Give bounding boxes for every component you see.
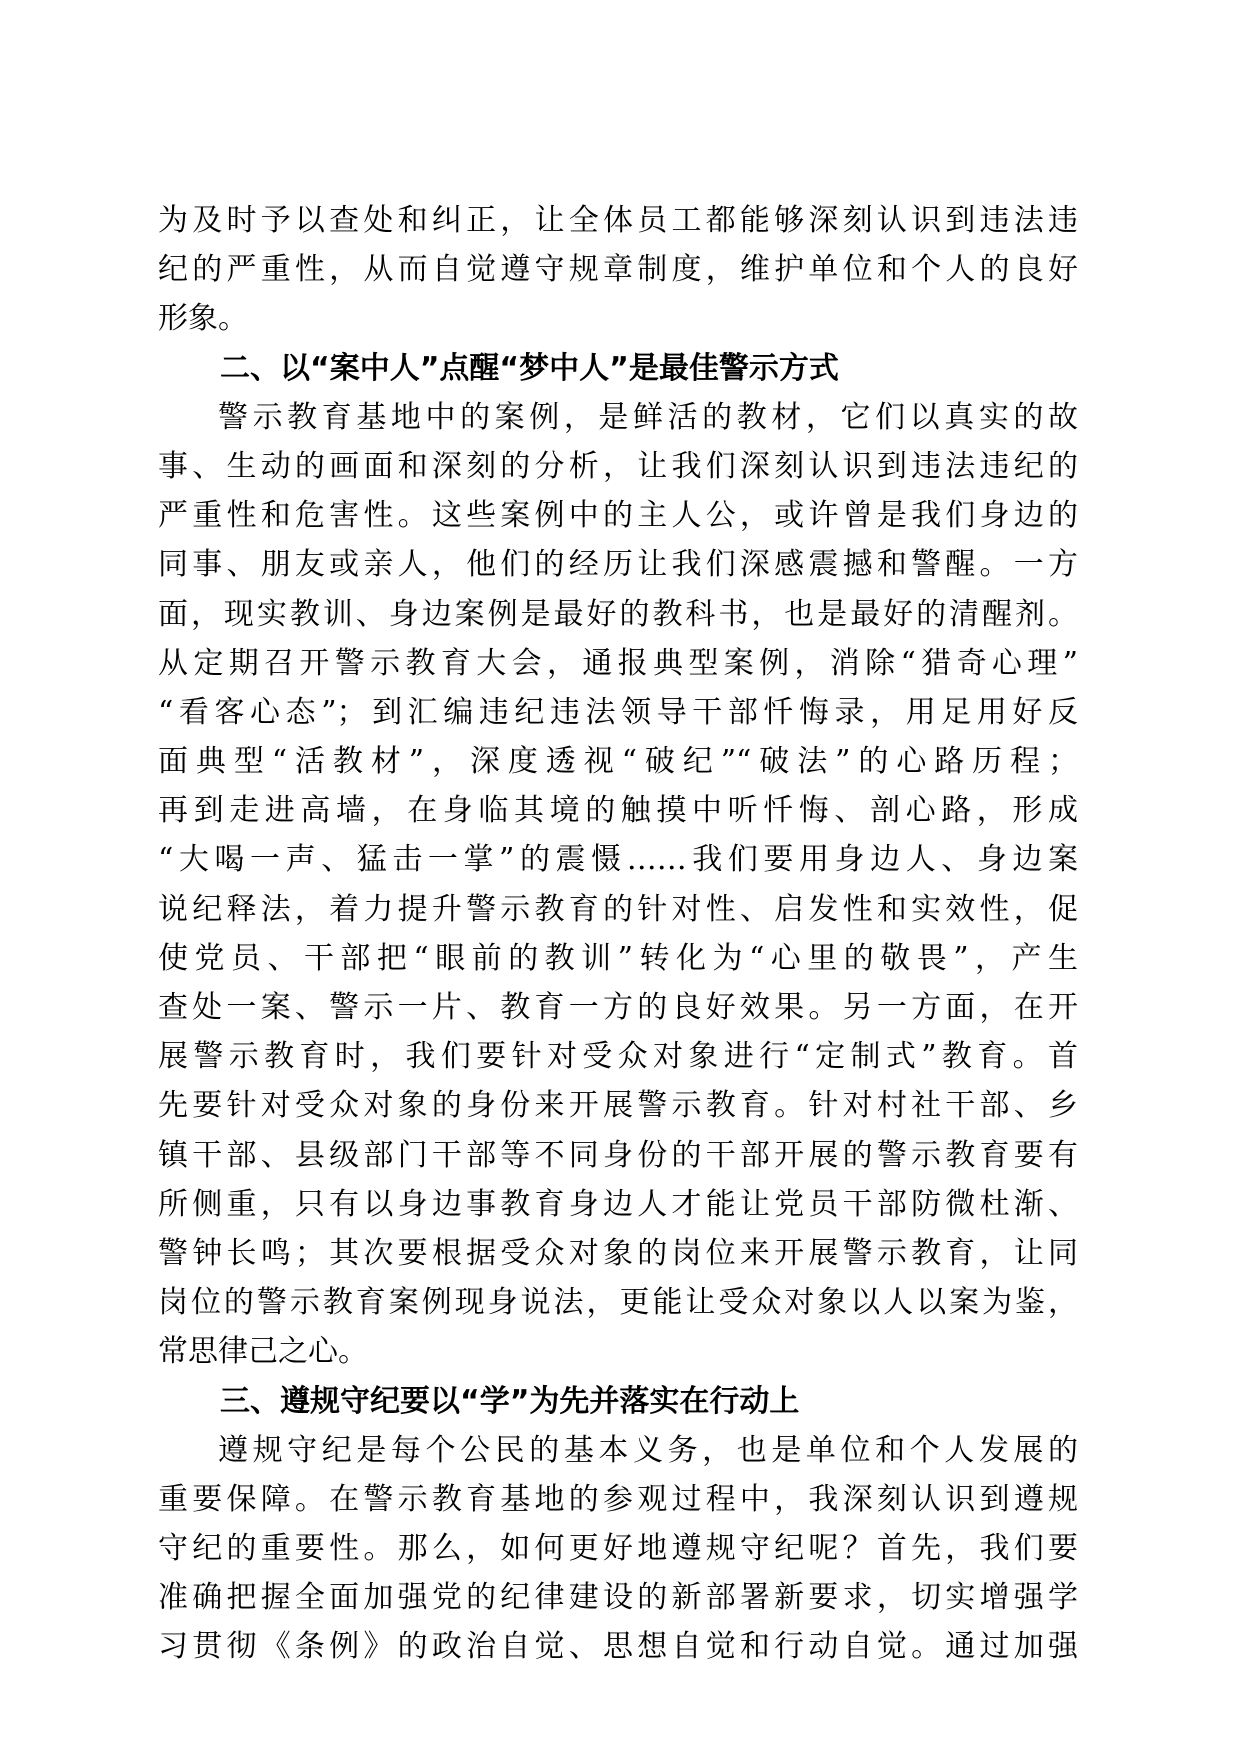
- body-text-line: 面，现实教训、身边案例是最好的教科书，也是最好的清醒剂。: [158, 596, 1078, 632]
- body-text-line: 警钟长鸣；其次要根据受众对象的岗位来开展警示教育，让同: [158, 1235, 1078, 1271]
- body-text-line: 重要保障。在警示教育基地的参观过程中，我深刻认识到遵规: [158, 1481, 1078, 1517]
- body-text-line: 严重性和危害性。这些案例中的主人公，或许曾是我们身边的: [158, 498, 1078, 534]
- body-text-line: 镇干部、县级部门干部等不同身份的干部开展的警示教育要有: [158, 1137, 1078, 1173]
- body-text-line: 岗位的警示教育案例现身说法，更能让受众对象以人以案为鉴，: [158, 1285, 1078, 1321]
- body-text-line: “大喝一声、猛击一掌”的震慑……我们要用身边人、身边案: [158, 842, 1078, 878]
- body-text-line: 同事、朋友或亲人，他们的经历让我们深感震撼和警醒。一方: [158, 547, 1078, 583]
- body-text-line: 形象。: [158, 301, 248, 337]
- body-text-line: 事、生动的画面和深刻的分析，让我们深刻认识到违法违纪的: [158, 448, 1078, 484]
- body-text-line: 所侧重，只有以身边事教育身边人才能让党员干部防微杜渐、: [158, 1186, 1078, 1222]
- body-text-line: “看客心态”；到汇编违纪违法领导干部忏悔录，用足用好反: [158, 694, 1078, 730]
- document-page: [158, 196, 1078, 1672]
- body-text-line: 展警示教育时，我们要针对受众对象进行“定制式”教育。首: [158, 1039, 1078, 1075]
- body-text-line: 为及时予以查处和纠正，让全体员工都能够深刻认识到违法违: [158, 203, 1078, 238]
- section-heading-2: 二、以“案中人”点醒“梦中人”是最佳警示方式: [220, 350, 839, 386]
- body-text-line: 守纪的重要性。那么，如何更好地遵规守纪呢？首先，我们要: [158, 1531, 1078, 1567]
- body-text-line: 纪的严重性，从而自觉遵守规章制度，维护单位和个人的良好: [158, 252, 1078, 288]
- body-text-line: 习贯彻《条例》的政治自觉、思想自觉和行动自觉。通过加强: [158, 1629, 1078, 1665]
- body-text-line: 说纪释法，着力提升警示教育的针对性、启发性和实效性，促: [158, 891, 1078, 927]
- body-text-line: 使党员、干部把“眼前的教训”转化为“心里的敬畏”，产生: [158, 940, 1078, 976]
- body-text-line: 再到走进高墙，在身临其境的触摸中听忏悔、剖心路，形成: [158, 793, 1078, 829]
- body-text-line: 准确把握全面加强党的纪律建设的新部署新要求，切实增强学: [158, 1580, 1078, 1616]
- body-text-line: 先要针对受众对象的身份来开展警示教育。针对村社干部、乡: [158, 1088, 1078, 1124]
- paragraph-first-line: 遵规守纪是每个公民的基本义务，也是单位和个人发展的: [218, 1432, 1078, 1468]
- body-text-line: 从定期召开警示教育大会，通报典型案例，消除“猎奇心理”: [158, 645, 1078, 681]
- body-text-line: 查处一案、警示一片、教育一方的良好效果。另一方面，在开: [158, 990, 1078, 1025]
- body-text-line: 面典型“活教材”，深度透视“破纪”“破法”的心路历程；: [158, 744, 1078, 780]
- body-text-line: 常思律己之心。: [158, 1334, 368, 1370]
- section-heading-3: 三、遵规守纪要以“学”为先并落实在行动上: [220, 1383, 800, 1419]
- paragraph-first-line: 警示教育基地中的案例，是鲜活的教材，它们以真实的故: [218, 399, 1078, 435]
